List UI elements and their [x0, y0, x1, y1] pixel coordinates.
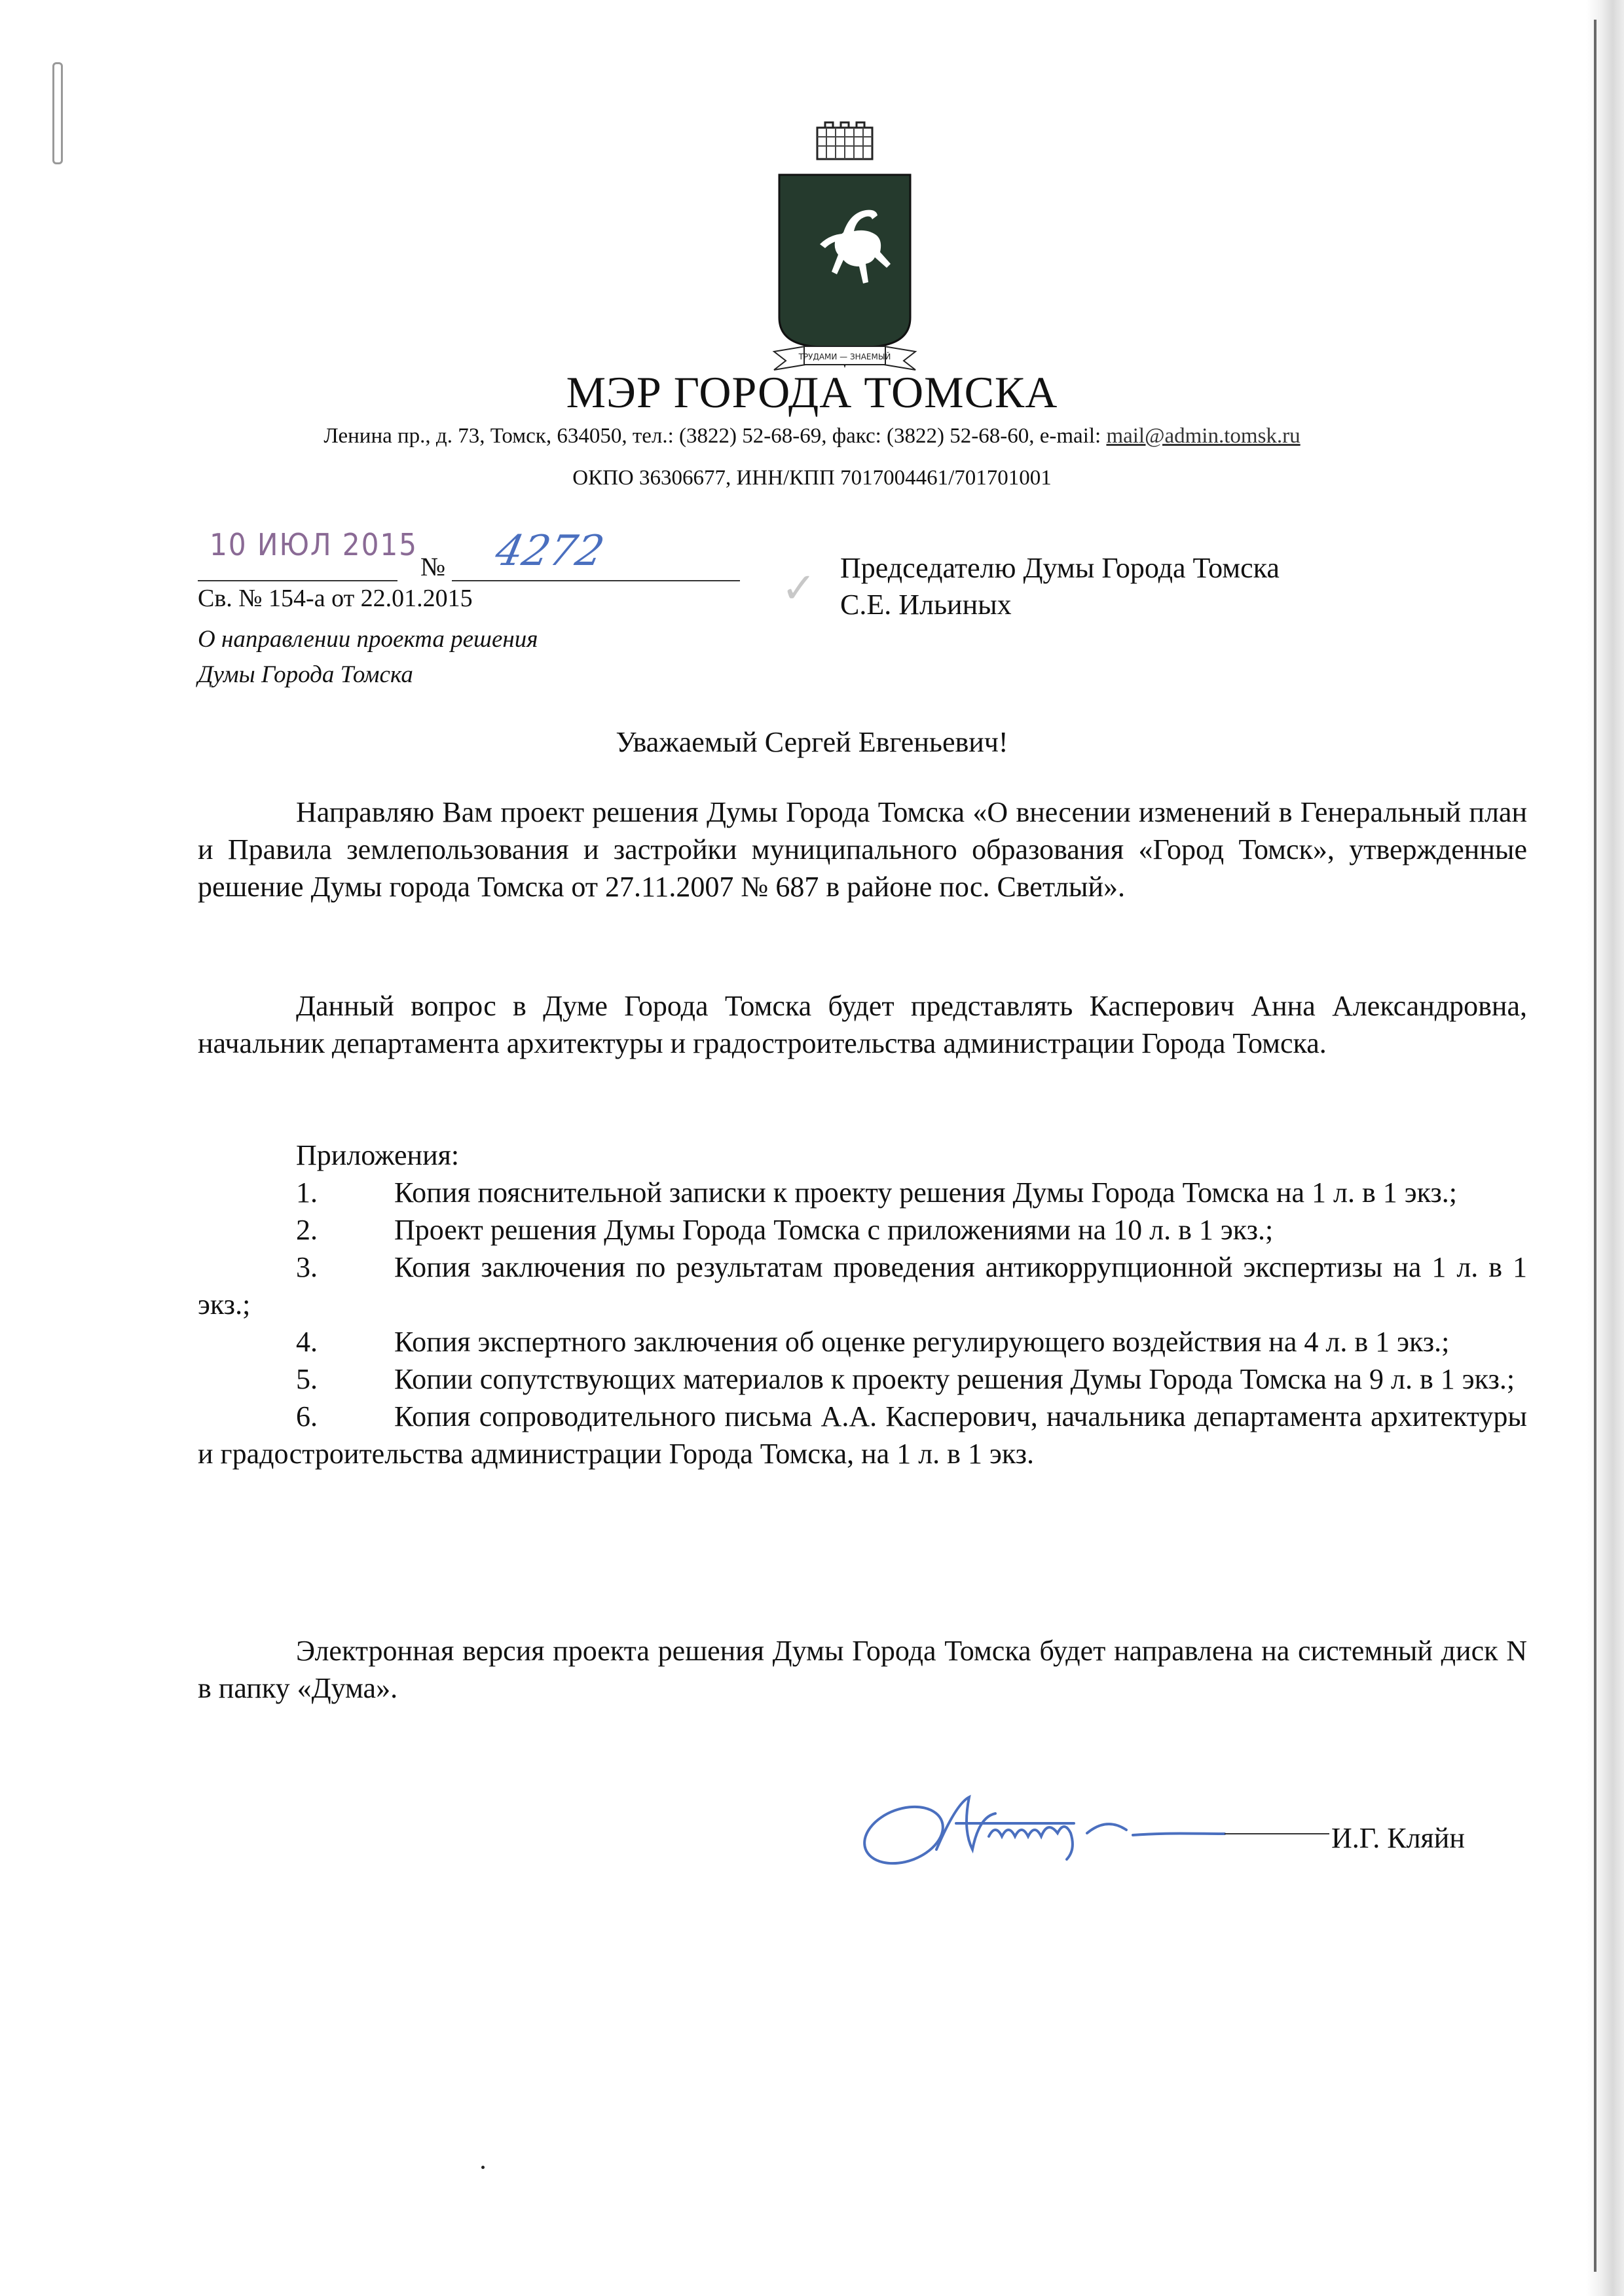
date-stamp: 10 ИЮЛ 2015: [210, 527, 418, 562]
item-text: Проект решения Думы Города Томска с приложениями на 10 л. в 1 экз.;: [394, 1214, 1274, 1246]
addressee-line-1: Председателю Думы Города Томска: [840, 552, 1280, 584]
addressee-line-2: С.Е. Ильиных: [840, 589, 1012, 621]
date-underline: [198, 580, 397, 581]
tomsk-coat-of-arms-icon: [766, 121, 923, 380]
item-text: Копия пояснительной записки к проекту решения Думы Города Томска на 1 л. в 1 экз.;: [394, 1176, 1458, 1209]
item-number: 4.: [296, 1326, 318, 1358]
checkmark-icon: ✓: [781, 565, 817, 611]
signer-name: И.Г. Кляйн: [1331, 1822, 1465, 1854]
svg-text:ТРУДАМИ — ЗНАЕМЫЙ: ТРУДАМИ — ЗНАЕМЫЙ: [798, 352, 891, 361]
attachments-heading: Приложения:: [296, 1139, 460, 1171]
item-number: 6.: [296, 1400, 318, 1432]
handwritten-signature: [858, 1777, 1329, 1876]
contact-address: [0, 424, 1624, 448]
greeting: Уважаемый Сергей Евгеньевич!: [616, 726, 1008, 758]
number-label: №: [420, 552, 446, 581]
subject-line-1: О направлении проекта решения: [198, 626, 538, 653]
item-text: Копия экспертного заключения об оценке регулирующего воздействия на 4 л. в 1 экз.;: [394, 1326, 1450, 1358]
item-number: 5.: [296, 1363, 318, 1395]
subject-block: [198, 622, 538, 693]
item-number: 1.: [296, 1176, 318, 1209]
list-item: [198, 1323, 1527, 1360]
okpo-inn-line: ОКПО 36306677, ИНН/КПП 7017004461/701701001: [572, 466, 1052, 490]
email-link[interactable]: mail@admin.tomsk.ru: [1106, 424, 1301, 448]
paragraph-2: Данный вопрос в Думе Города Томска будет представлять Касперович Анна Александровна, начальник департамента архитектуры и градостроительства администрации Города Томска.: [198, 990, 1527, 1059]
address-text: Ленина пр., д. 73, Томск, 634050, тел.: (3822) 52-68-69, факс: (3822) 52-68-60, e-mail:: [323, 424, 1107, 448]
staple-mark: [52, 62, 63, 164]
page-title: МЭР ГОРОДА ТОМСКА: [566, 367, 1058, 417]
addressee-block: [840, 550, 1280, 623]
registration-number: 4272: [491, 527, 608, 575]
list-item: [198, 1211, 1527, 1248]
item-text: Копия заключения по результатам проведения антикоррупционной экспертизы на 1 л. в 1 экз.;: [198, 1251, 1527, 1321]
attachments-list: [198, 1174, 1527, 1472]
number-underline: [452, 580, 740, 581]
item-number: 2.: [296, 1214, 318, 1246]
list-item: [198, 1360, 1527, 1398]
item-text: Копии сопутствующих материалов к проекту решения Думы Города Томска на 9 л. в 1 экз.;: [394, 1363, 1515, 1395]
subject-line-2: Думы Города Томска: [198, 661, 413, 688]
reference-line: Св. № 154-а от 22.01.2015: [198, 585, 473, 612]
paragraph-1: Направляю Вам проект решения Думы Города Томска «О внесении изменений в Генеральный план и Правила землепользования и застройки муниципального образования «Город Томск», утвержденные решение Думы города Томска от 27.11.2007 № 687 в районе пос. Светлый».: [198, 796, 1527, 903]
list-item: [198, 1398, 1527, 1472]
paragraph-3: Электронная версия проекта решения Думы Города Томска будет направлена на системный диск N в папку «Дума».: [198, 1635, 1527, 1704]
scan-speck: [481, 2166, 485, 2169]
list-item: [198, 1248, 1527, 1323]
item-number: 3.: [296, 1251, 318, 1283]
item-text: Копия сопроводительного письма А.А. Касперович, начальника департамента архитектуры и градостроительства администрации Города Томска, на 1 л. в 1 экз.: [198, 1400, 1527, 1470]
list-item: [198, 1174, 1527, 1211]
